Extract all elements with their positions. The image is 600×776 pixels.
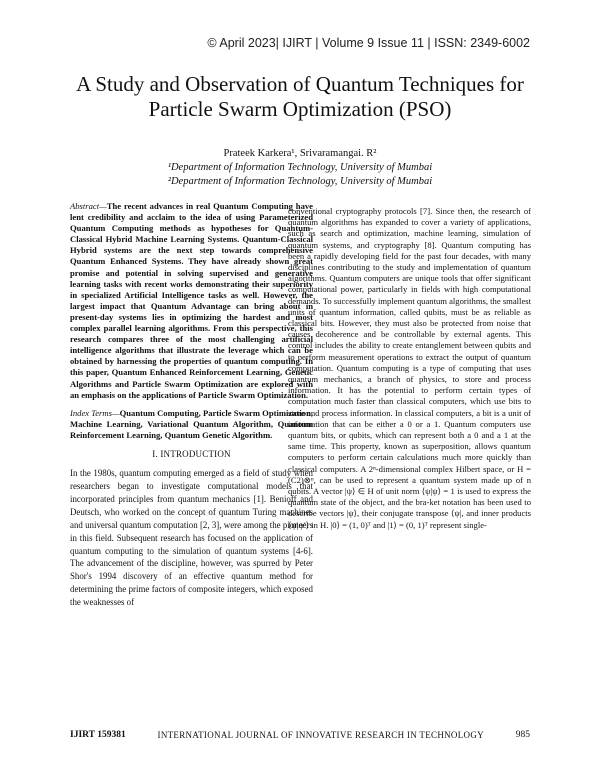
- left-column: [70, 201, 313, 609]
- journal-citation-header: © April 2023| IJIRT | Volume 9 Issue 11 | ISSN: 2349-6002: [207, 36, 530, 50]
- author-block: [0, 147, 600, 189]
- footer-journal-name: INTERNATIONAL JOURNAL OF INNOVATIVE RESEARCH IN TECHNOLOGY: [157, 730, 484, 740]
- paper-title-line-2: Particle Swarm Optimization (PSO): [148, 97, 452, 121]
- abstract-label: Abstract—: [70, 201, 107, 211]
- introduction-paragraph: In the 1980s, quantum computing emerged as a field of study when researchers began to investigate computational models that incorporated principles from quantum mechanics [1]. Benioff and Deutsch, who worked on the concept of quantum Turing machines and universal quantum computation [2, 3], were among the pioneers in this field. Subsequent research has focused on the application of quantum computing to the simulation of quantum systems [4-6]. The advancement of the discipline, however, was spurred by Peter Shor's 1994 discovery of an effective quantum method for determining the prime factors of composite integers, which exposed the weaknesses of: [70, 468, 313, 608]
- index-terms-paragraph: [70, 408, 313, 441]
- abstract-paragraph: [70, 201, 313, 401]
- right-column: [288, 206, 531, 531]
- author-names: Prateek Karkera¹, Srivaramangai. R²: [223, 148, 377, 159]
- affiliation-2: ²Department of Information Technology, University of Mumbai: [167, 176, 433, 187]
- paper-title-line-1: A Study and Observation of Quantum Techniques for: [76, 72, 524, 96]
- right-column-paragraph: conventional cryptography protocols [7]. Since then, the research of quantum algorithms has expanded to cover a variety of applications, such as search and optimization, machine learning, simulation of quantum systems, and cryptography [8]. Quantum computing has been a rapidly developing field for the past four decades, with many disciplines contributing to the study and implementation of quantum algorithms. Quantum computers are unique tools that offer significant computational power, particularly in fields with high computational demands. To successfully implement quantum algorithms, the smallest units of quantum information, called qubits, must be as reliable as classical bits. However, they must also be protected from noise that causes decoherence and be controllable by external agents. This control includes the ability to create entanglement between qubits and to perform measurement operations to extract the output of quantum computation. Quantum computing is a type of computing that uses quantum mechanics, a branch of physics, to store and process information. It has the potential to perform certain types of computation much faster than classical computers, which use bits to store and process information. In classical computers, a bit is a unit of information that can be either a 0 or a 1. Quantum computers use quantum bits, or qubits, which can represent both a 0 and a 1 at the same time. This property, known as superposition, allows quantum computers to perform certain calculations much more quickly than classical computers. A 2ⁿ-dimensional complex Hilbert space, or H = (C2)⊗ⁿ, can be used to represent a quantum system made up of n qubits. A vector |ψ⟩ ∈ H of unit norm ⟨ψ|ψ⟩ = 1 is used to express the quantum state of the object, and the bra-ket notation has been used to describe vectors |ψ⟩, their conjugate transpose ⟨ψ|, and inner products ⟨ψ|ψ′⟩ in H. |0⟩ = (1, 0)ᵀ and |1⟩ = (0, 1)ᵀ represent single-: [288, 206, 531, 530]
- section-heading-introduction: I. INTRODUCTION: [152, 448, 231, 459]
- page-footer: [70, 730, 530, 740]
- index-terms-label: Index Terms—: [70, 407, 120, 418]
- footer-page-number: 985: [515, 730, 530, 740]
- paper-title: [0, 72, 600, 122]
- abstract-text: The recent advances in real Quantum Computing have lent credibility and acclaim to the idea of using Parameterized Quantum Computing methods as hypotheses for Quantum-Classical Hybrid Machine Learning Systems. Quantum-Classical Hybrid systems are the next step towards comprehensive Quantum Enhanced Systems. They have already shown great promise and potential in solving supervised and generative learning tasks with recent works demonstrating their superiority in specialized Artificial Intelligence tasks as well. However, the largest impact that Quantum Advantage can bring about in present-day systems lies in optimizing the hardest and most complex parallel learning algorithms. From this perspective, this research compares three of the most challenging artificial intelligence algorithms that illustrate the leverage which can be obtained by harnessing the properties of quantum computing. In this paper, Quantum Enhanced Reinforcement Learning, Genetic Algorithms and Particle Swarm Optimization are explored with an emphasis on the applications of Particle Swarm Optimization.: [70, 201, 313, 400]
- index-terms-text: Quantum Computing, Particle Swarm Optimization, Machine Learning, Variational Quantum Algorithm, Quantum Reinforcement Learning, Quantum Genetic Algorithm.: [70, 407, 313, 440]
- footer-paper-id: IJIRT 159381: [70, 730, 126, 740]
- affiliation-1: ¹Department of Information Technology, University of Mumbai: [167, 162, 433, 173]
